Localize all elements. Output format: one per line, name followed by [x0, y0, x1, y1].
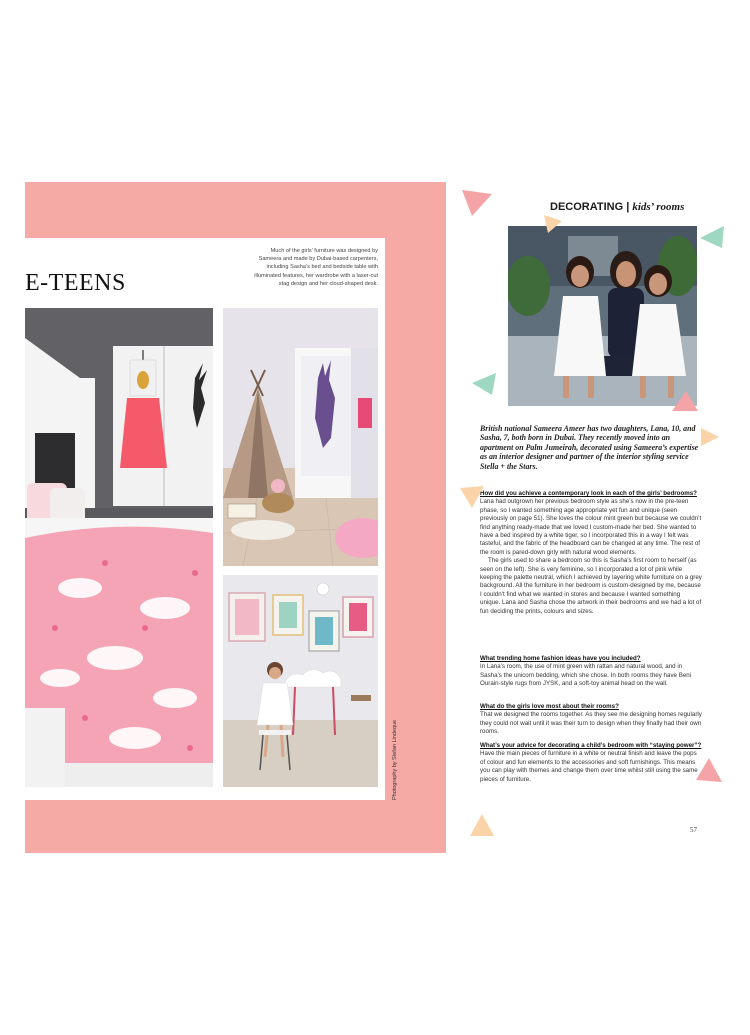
photo-caption: Much of the girls’ furniture was designed by Sameera and made by Dubai-based carpenters, including Sasha’s bed and bedside table with illuminated features, her wardrobe with a laser-cut stag design and her cloud-shaped desk.	[254, 248, 378, 287]
triangle-decoration-icon	[460, 486, 484, 508]
triangle-decoration-icon	[472, 373, 496, 395]
photo-mother-and-daughters	[508, 226, 697, 406]
qa-question: What do the girls love most about their rooms?	[480, 703, 619, 710]
section-label: DECORATING	[550, 201, 624, 213]
photo-unicorn-bedroom	[25, 308, 213, 787]
subsection-label: kids’ rooms	[632, 201, 685, 213]
headline: E-TEENS	[25, 270, 126, 296]
qa-question: What’s your advice for decorating a child’s bedroom with “staying power”?	[480, 742, 702, 749]
qa-block-staying-power	[480, 742, 702, 784]
qa-question: How did you achieve a contemporary look in each of the girls’ bedrooms?	[480, 490, 697, 497]
qa-answer: The girls used to share a bedroom so this is Sasha’s first room to herself (as seen on the left). She is very feminine, so I incorporated a lot of pink while keeping the palette neutral, which I achieved by layering white furniture on a grey background. All the furniture in her bedroom is custom-designed by me, because I couldn’t find what we wanted in stores and because I wanted something unique. Lana and Sasha chose the artwork in their bedrooms and we had a lot of fun deciding the prints, colours and sizes.	[480, 557, 702, 615]
triangle-decoration-icon	[470, 814, 494, 836]
triangle-decoration-icon	[700, 226, 726, 248]
qa-block-contemporary-look	[480, 490, 702, 616]
page-number: 57	[690, 826, 697, 834]
triangle-decoration-icon	[672, 391, 698, 411]
photo-teepee-corner	[223, 308, 378, 566]
triangle-decoration-icon	[462, 190, 492, 216]
qa-answer: Lana had outgrown her previous bedroom style as she’s now in the pre-teen phase, so I wanted something age appropriate yet fun and unique (seen previously on page 51). She loves the colour mint green but because we couldn’t find anything ready-made that we loved I custom-made her bed. She wanted to have a bed inspired by a white tiger, so I incorporated this in a way I felt was tasteful, and the fabric of the headboard can be changed at any time. The rest of the room is pared-down girly with natural wood elements.	[480, 498, 702, 556]
photo-girl-at-desk	[223, 575, 378, 787]
photo-credit: Photography by Stefan Lindeque	[392, 719, 398, 800]
qa-block-girls-love	[480, 703, 702, 737]
qa-answer: That we designed the rooms together. As they see me designing homes regularly they could not wait until it was their turn to design when they finally had their own rooms.	[480, 711, 702, 736]
qa-answer: In Lana’s room, the use of mint green with rattan and natural wood, and in Sasha’s the unicorn bedding, which she chose. In both rooms they have Beni Ourain-style rugs from JYSK, and a soft-toy animal head on the wall.	[480, 663, 692, 688]
qa-question: What trending home fashion ideas have you included?	[480, 655, 641, 662]
triangle-decoration-icon	[544, 215, 562, 233]
section-separator: |	[626, 201, 630, 213]
section-header	[550, 201, 684, 213]
qa-answer: Have the main pieces of furniture in a white or neutral finish and leave the pops of colour and fun elements to the accessories and soft furnishings. This means you can play with themes and change them over time whilst still using the same pieces of furniture.	[480, 750, 698, 783]
triangle-decoration-icon	[696, 758, 722, 782]
qa-block-trending-ideas	[480, 655, 702, 689]
intro-paragraph: British national Sameera Ameer has two daughters, Lana, 10, and Sasha, 7, both born in Dubai. They recently moved into an apartment on Palm Jumeirah, decorated using Sameera’s expertise as an interior designer and partner of the interior styling service Stella + the Stars.	[480, 424, 699, 471]
triangle-decoration-icon	[701, 428, 719, 446]
